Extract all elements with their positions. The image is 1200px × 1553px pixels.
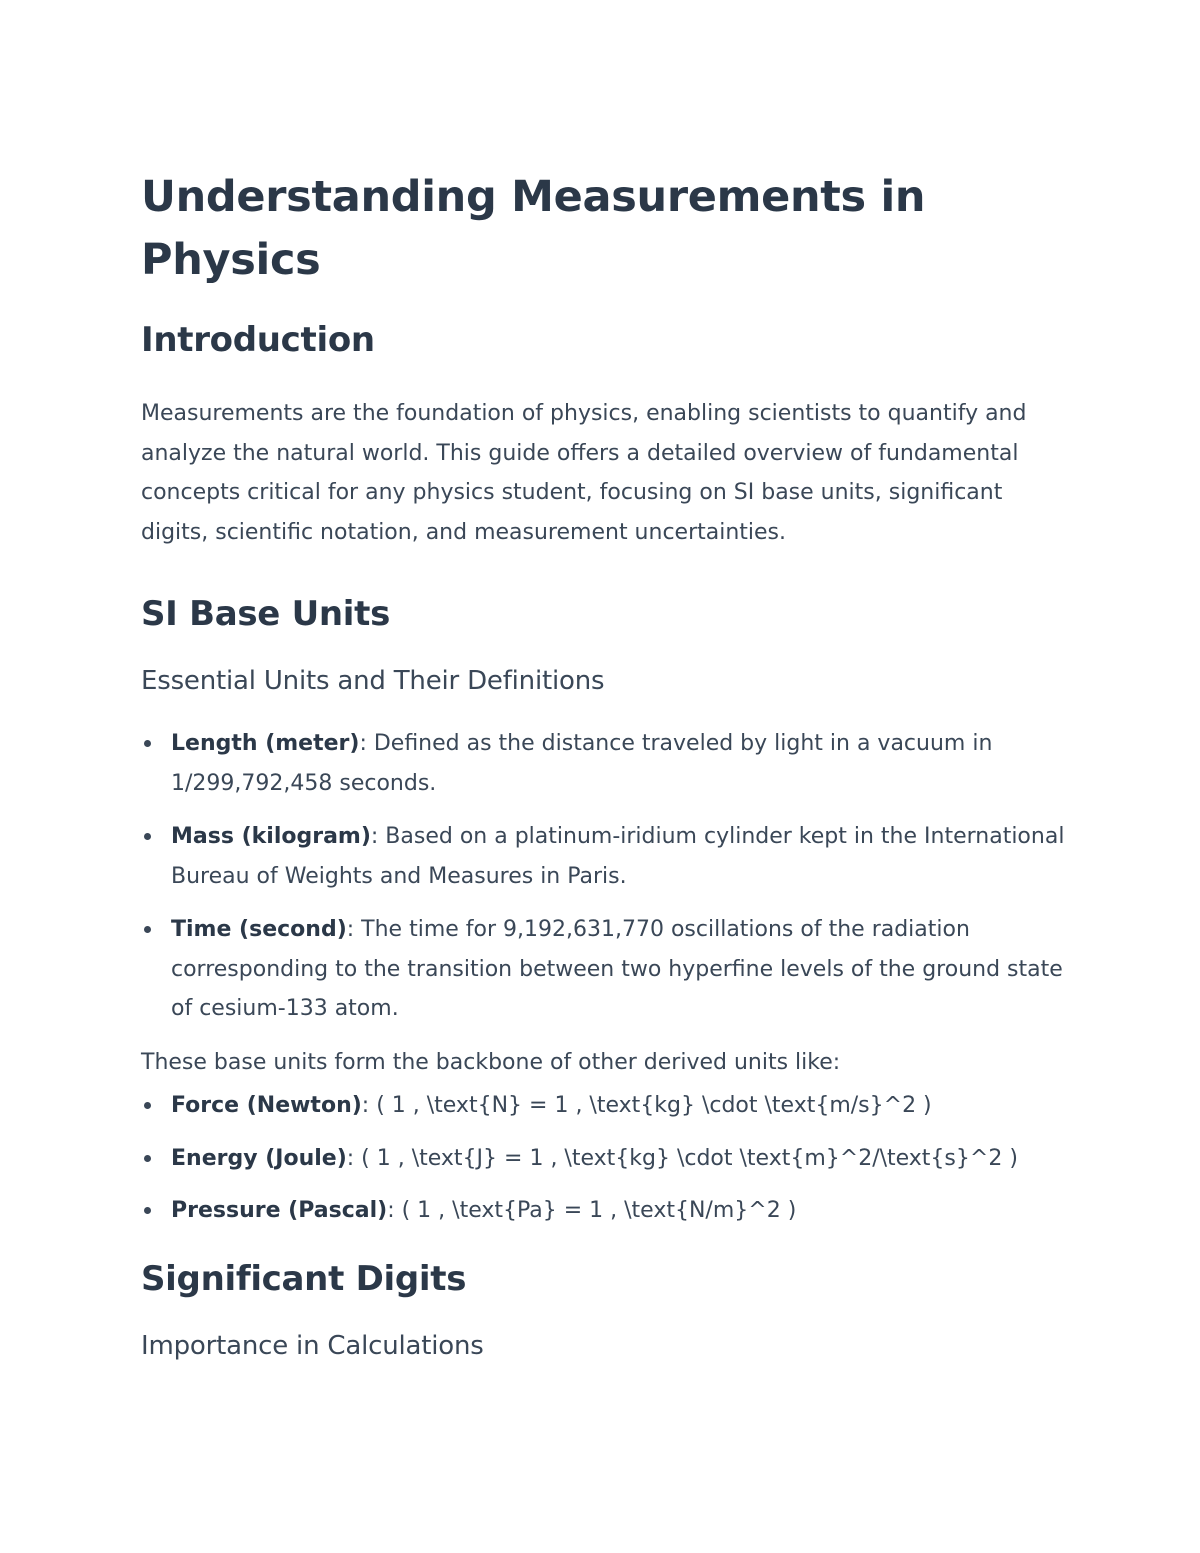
bullet-icon [144,833,151,840]
si-base-units-subheading: Essential Units and Their Definitions [141,666,605,696]
list-item-definition: ( 1 , \text{J} = 1 , \text{kg} \cdot \text{m}^2/\text{s}^2 ) [354,1145,1018,1171]
list-item-definition: The time for 9,192,631,770 oscillations of the radiation corresponding to the transition between two hyperfine levels of the ground state of cesium-133 atom. [171,917,1063,1021]
derived-units-intro: These base units form the backbone of other derived units like: [141,1049,841,1075]
list-item-definition: ( 1 , \text{Pa} = 1 , \text{N/m}^2 ) [394,1198,797,1223]
list-item-mass [141,817,1071,896]
list-item-definition: Defined as the distance traveled by light in a vacuum in 1/299,792,458 seconds. [171,731,993,796]
significant-digits-subheading: Importance in Calculations [141,1330,484,1361]
document-page [141,166,1071,1361]
list-item-separator: : [370,824,379,849]
bullet-icon [144,1155,151,1162]
bullet-icon [144,926,151,933]
significant-digits-heading: Significant Digits [141,1258,467,1299]
list-item-separator: : [346,917,355,942]
list-item-separator: : [387,1198,395,1223]
bullet-icon [144,740,151,747]
list-item-separator: : [346,1145,355,1171]
list-item-separator: : [361,1093,370,1118]
introduction-heading: Introduction [141,320,375,360]
list-item-term: Pressure (Pascal) [171,1198,388,1223]
list-item-definition: ( 1 , \text{N} = 1 , \text{kg} \cdot \text{m/s}^2 ) [369,1093,932,1118]
derived-units-list [141,1086,1071,1231]
list-item-term: Energy (Joule) [171,1145,347,1171]
list-item-term: Time (second) [171,917,347,942]
bullet-icon [144,1102,151,1109]
list-item-definition: Based on a platinum-iridium cylinder kept in the International Bureau of Weights and Measures in Paris. [171,824,1065,889]
page-title: Understanding Measurements in Physics [141,172,926,285]
si-base-units-heading: SI Base Units [141,594,391,634]
list-item-time [141,910,1071,1029]
list-item-separator: : [359,731,367,756]
list-item-energy [141,1139,1071,1179]
list-item-force [141,1086,1071,1126]
base-units-list [141,724,1071,1029]
list-item-term: Mass (kilogram) [171,824,371,849]
list-item-pressure [141,1191,1071,1231]
list-item-term: Length (meter) [171,731,360,756]
introduction-paragraph: Measurements are the foundation of physics, enabling scientists to quantify and analyze the natural world. This guide offers a detailed overview of fundamental concepts critical for any physics student, focusing on SI base units, significant digits, scientific notation, and measurement uncertainties. [141,401,1027,545]
list-item-length [141,724,1071,803]
bullet-icon [144,1207,151,1214]
list-item-term: Force (Newton) [171,1093,362,1118]
